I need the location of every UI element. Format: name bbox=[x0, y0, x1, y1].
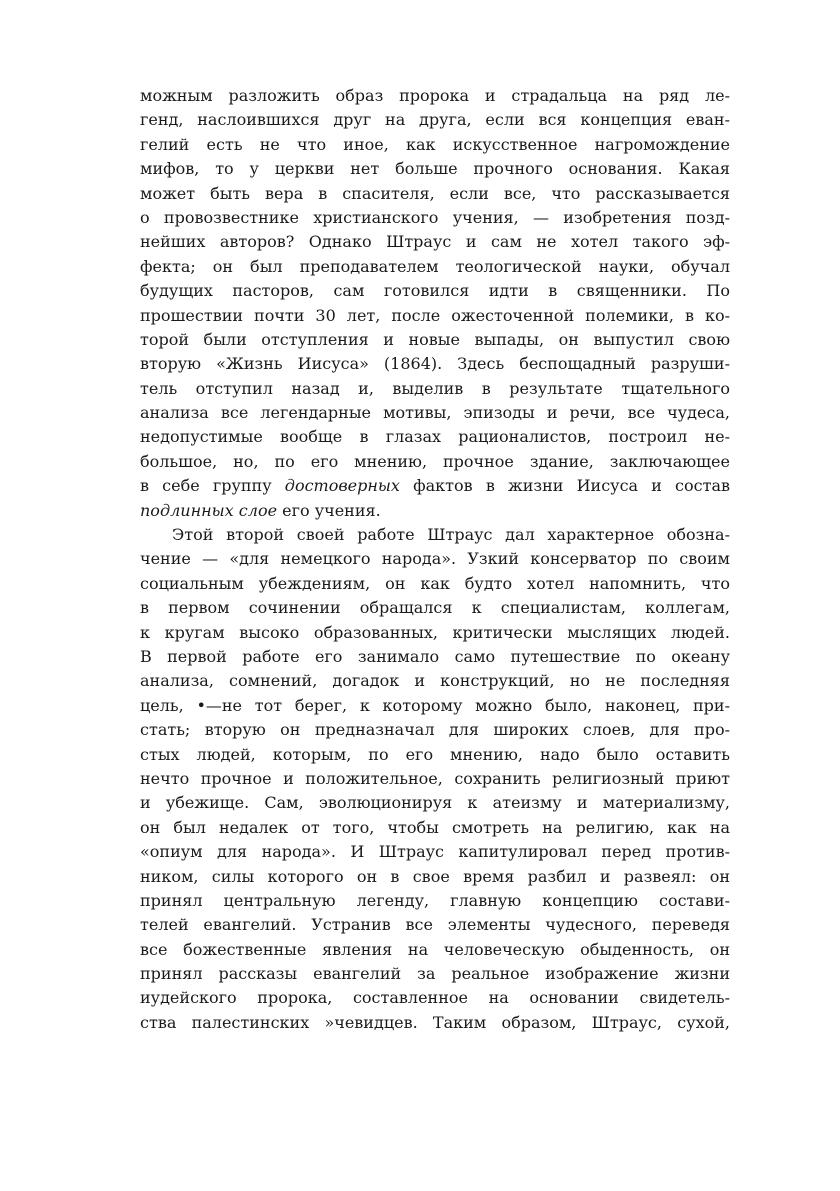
text-line: нейших авторов? Однако Штраус и сам не хотел такого эф- bbox=[140, 232, 730, 252]
body-text bbox=[140, 84, 730, 1035]
text-line: прошествии почти 30 лет, после ожесточенной полемики, в ко- bbox=[140, 305, 730, 325]
text-line: недопустимые вообще в глазах рационалистов, построил не- bbox=[140, 427, 730, 447]
text-line: иудейского пророка, составленное на основании свидетель- bbox=[140, 988, 730, 1008]
text-line: можным разложить образ пророка и страдальца на ряд ле- bbox=[140, 86, 730, 105]
text-line: большое, но, по его мнению, прочное здание, заключающее bbox=[140, 451, 730, 471]
text-line: будущих пасторов, сам готовился идти в священники. По bbox=[140, 281, 730, 301]
text-line: принял центральную легенду, главную концепцию состави- bbox=[140, 890, 730, 910]
text-line: нечто прочное и положительное, сохранить религиозный приют bbox=[140, 768, 730, 788]
text-line: генд, наслоившихся друг на друга, если вся концепция еван- bbox=[140, 110, 730, 130]
text-line: цель, •—не тот берег, к которому можно было, наконец, при- bbox=[140, 695, 730, 715]
text-line: телей евангелий. Устранив все элементы чудесного, переведя bbox=[140, 915, 730, 935]
text-line: к кругам высоко образованных, критически мыслящих людей. bbox=[140, 622, 730, 642]
text-line: «опиум для народа». И Штраус капитулировал перед против- bbox=[140, 842, 730, 862]
text-span: его учения. bbox=[277, 500, 381, 520]
text-line: ником, силы которого он в свое время разбил и развеял: он bbox=[140, 866, 730, 886]
text-span: фактов в жизни Иисуса и состав bbox=[399, 476, 731, 496]
text-line: тель отступил назад и, выделив в результате тщательного bbox=[140, 378, 730, 398]
text-line: все божественные явления на человеческую обыденность, он bbox=[140, 939, 730, 959]
text-line: чение — «для немецкого народа». Узкий консерватор по своим bbox=[140, 549, 730, 569]
text-line: и убежище. Сам, эволюционируя к атеизму и материализму, bbox=[140, 793, 730, 813]
text-line: в первом сочинении обращался к специалистам, коллегам, bbox=[140, 598, 730, 618]
text-line bbox=[140, 499, 730, 523]
text-line: принял рассказы евангелий за реальное изображение жизни bbox=[140, 964, 730, 984]
text-line: стать; вторую он предназначал для широких слоев, для про- bbox=[140, 720, 730, 740]
paragraph-1 bbox=[140, 84, 730, 474]
text-line: может быть вера в спасителя, если все, что рассказывается bbox=[140, 183, 730, 203]
italic-emphasis: достоверных bbox=[284, 476, 400, 496]
text-span: в себе группу bbox=[140, 476, 285, 496]
text-line: социальным убеждениям, он как будто хотел напомнить, что bbox=[140, 573, 730, 593]
text-line: ства палестинских »чевидцев. Таким образом, Штраус, сухой, bbox=[140, 1012, 730, 1032]
text-line: фекта; он был преподавателем теологической науки, обучал bbox=[140, 256, 730, 276]
text-line: гелий есть не что иное, как искусственное нагромождение bbox=[140, 134, 730, 154]
text-line: о провозвестнике христианского учения, — изобретения позд- bbox=[140, 207, 730, 227]
text-line: мифов, то у церкви нет больше прочного основания. Какая bbox=[140, 159, 730, 179]
text-line: Этой второй своей работе Штраус дал характерное обозна- bbox=[172, 525, 730, 545]
text-line: торой были отступления и новые выпады, он выпустил свою bbox=[140, 329, 730, 349]
italic-emphasis: подлинных слое bbox=[140, 500, 278, 520]
text-line: анализа, сомнений, догадок и конструкций, но не последняя bbox=[140, 671, 730, 691]
paragraph-2 bbox=[140, 523, 730, 1035]
text-line: стых людей, которым, по его мнению, надо было оставить bbox=[140, 744, 730, 764]
text-line: он был недалек от того, чтобы смотреть на религию, как на bbox=[140, 817, 730, 837]
text-line: В первой работе его занимало само путешествие по океану bbox=[140, 646, 730, 666]
text-line: анализа все легендарные мотивы, эпизоды и речи, все чудеса, bbox=[140, 403, 730, 423]
text-line: вторую «Жизнь Иисуса» (1864). Здесь беспощадный разруши- bbox=[140, 354, 730, 374]
text-line bbox=[140, 474, 730, 498]
